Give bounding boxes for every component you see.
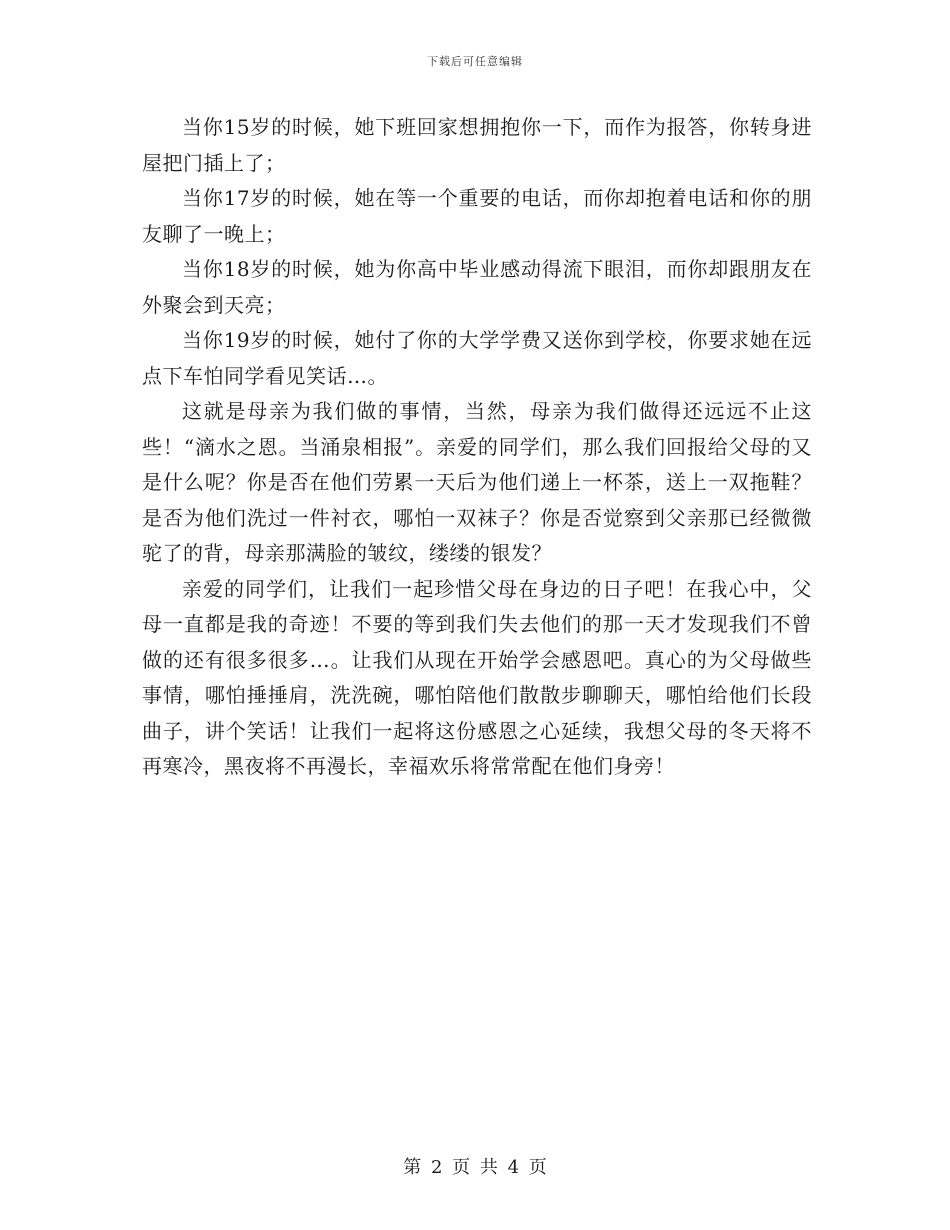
page-header-note: 下载后可任意编辑 <box>427 55 523 68</box>
paragraph-age-15: 当你15岁的时候，她下班回家想拥抱你一下，而作为报答，你转身进屋把门插上了； <box>142 115 812 175</box>
body-text <box>142 110 812 785</box>
paragraph-mother-deeds: 这就是母亲为我们做的事情，当然，母亲为我们做得还远远不止这些！“滴水之恩。当涌泉相报”。亲爱的同学们，那么我们回报给父母的又是什么呢？你是否在他们劳累一天后为他们递上一杯茶，送上一双拖鞋？是否为他们洗过一件衬衣，哪怕一双袜子？你是否觉察到父亲那已经微微驼了的背，母亲那满脸的皱纹，缕缕的银发？ <box>142 399 812 565</box>
paragraph-gratitude-call: 亲爱的同学们，让我们一起珍惜父母在身边的日子吧！在我心中，父母一直都是我的奇迹！不要的等到我们失去他们的那一天才发现我们不曾做的还有很多很多…。让我们从现在开始学会感恩吧。真心的为父母做些事情，哪怕捶捶肩，洗洗碗，哪怕陪他们散散步聊聊天，哪怕给他们长段曲子，讲个笑话！让我们一起将这份感恩之心延续，我想父母的冬天将不再寒冷，黑夜将不再漫长，幸福欢乐将常常配在他们身旁！ <box>142 576 812 778</box>
paragraph-age-19: 当你19岁的时候，她付了你的大学学费又送你到学校，你要求她在远点下车怕同学看见笑话…。 <box>142 328 812 388</box>
page-number: 第 2 页 共 4 页 <box>403 1157 547 1178</box>
paragraph-age-18: 当你18岁的时候，她为你高中毕业感动得流下眼泪，而你却跟朋友在外聚会到天亮； <box>142 257 812 317</box>
paragraph-age-17: 当你17岁的时候，她在等一个重要的电话，而你却抱着电话和你的朋友聊了一晚上； <box>142 186 812 246</box>
